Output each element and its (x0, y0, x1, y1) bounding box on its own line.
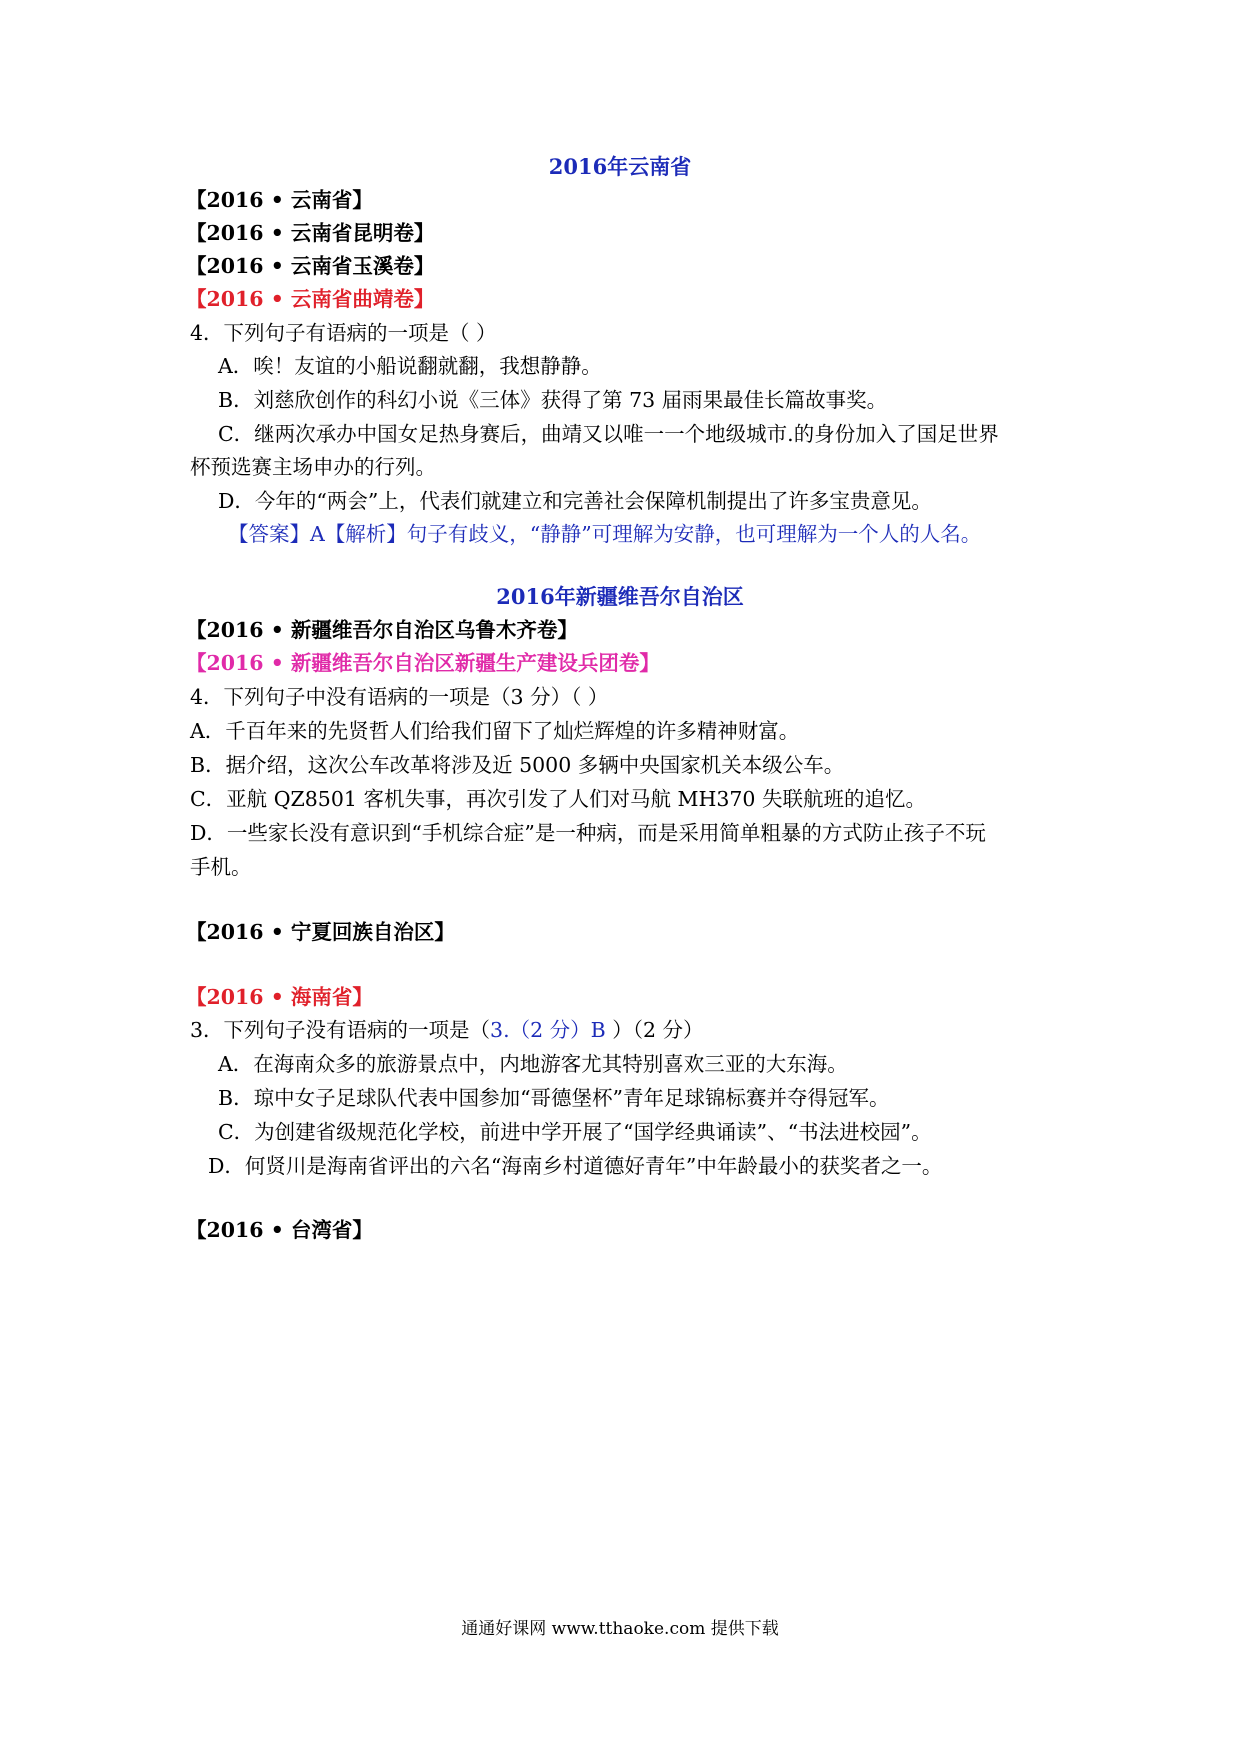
option-b: B．琼中女子足球队代表中国参加“哥德堡杯”青年足球锦标赛并夺得冠军。 (218, 1086, 890, 1110)
heading-ningxia: 【2016 • 宁夏回族自治区】 (186, 920, 455, 944)
option-d: D．何贤川是海南省评出的六名“海南乡村道德好青年”中年龄最小的获奖者之一。 (208, 1154, 943, 1178)
heading-yunnan-kunming: 【2016 • 云南省昆明卷】 (186, 221, 435, 245)
option-d: D．一些家长没有意识到“手机综合症”是一种病，而是采用简单粗暴的方式防止孩子不玩 (190, 821, 986, 845)
option-a: A．千百年来的先贤哲人们给我们留下了灿烂辉煌的许多精神财富。 (190, 719, 800, 743)
question-xinjiang: 4．下列句子中没有语病的一项是（3 分）（ ） (190, 685, 609, 709)
heading-yunnan-yuxi: 【2016 • 云南省玉溪卷】 (186, 254, 435, 278)
option-b: B．据介绍，这次公车改革将涉及近 5000 多辆中央国家机关本级公车。 (190, 753, 845, 777)
option-c-continued: 杯预选赛主场申办的行列。 (190, 455, 436, 479)
question-score: ）（2 分） (612, 1018, 704, 1042)
option-b: B．刘慈欣创作的科幻小说《三体》获得了第 73 届雨果最佳长篇故事奖。 (218, 388, 888, 412)
option-d: D．今年的“两会”上，代表们就建立和完善社会保障机制提出了许多宝贵意见。 (218, 489, 932, 513)
heading-hainan: 【2016 • 海南省】 (186, 985, 373, 1009)
heading-yunnan: 【2016 • 云南省】 (186, 188, 373, 212)
page-footer: 通通好课网 www.tthaoke.com 提供下载 (461, 1619, 779, 1639)
section-title-xinjiang: 2016年新疆维吾尔自治区 (496, 584, 744, 609)
option-c: C．为创建省级规范化学校，前进中学开展了“国学经典诵读”、“书法进校园”。 (218, 1120, 932, 1144)
question-yunnan: 4．下列句子有语病的一项是（ ） (190, 321, 497, 345)
question-hainan (190, 1016, 704, 1044)
answer-explanation: 【答案】A【解析】句子有歧义，“静静”可理解为安静，也可理解为一个人的人名。 (228, 522, 982, 546)
heading-taiwan: 【2016 • 台湾省】 (186, 1218, 373, 1242)
heading-xinjiang-bingtuan: 【2016 • 新疆维吾尔自治区新疆生产建设兵团卷】 (186, 651, 660, 675)
section-title-yunnan: 2016年云南省 (548, 154, 692, 179)
option-a: A．在海南众多的旅游景点中，内地游客尤其特别喜欢三亚的大东海。 (218, 1052, 848, 1076)
heading-yunnan-qujing: 【2016 • 云南省曲靖卷】 (186, 287, 435, 311)
option-c: C．亚航 QZ8501 客机失事，再次引发了人们对马航 MH370 失联航班的追忆。 (190, 787, 926, 811)
option-c: C．继两次承办中国女足热身赛后，曲靖又以唯一一个地级城市.的身份加入了国足世界 (218, 422, 999, 446)
option-a: A．唉！友谊的小船说翻就翻，我想静静。 (218, 354, 602, 378)
question-text: 3．下列句子没有语病的一项是（ (190, 1018, 491, 1042)
inline-answer: 3.（2 分）B (490, 1018, 613, 1042)
heading-xinjiang-urumqi: 【2016 • 新疆维吾尔自治区乌鲁木齐卷】 (186, 618, 578, 642)
option-d-continued: 手机。 (190, 855, 252, 879)
